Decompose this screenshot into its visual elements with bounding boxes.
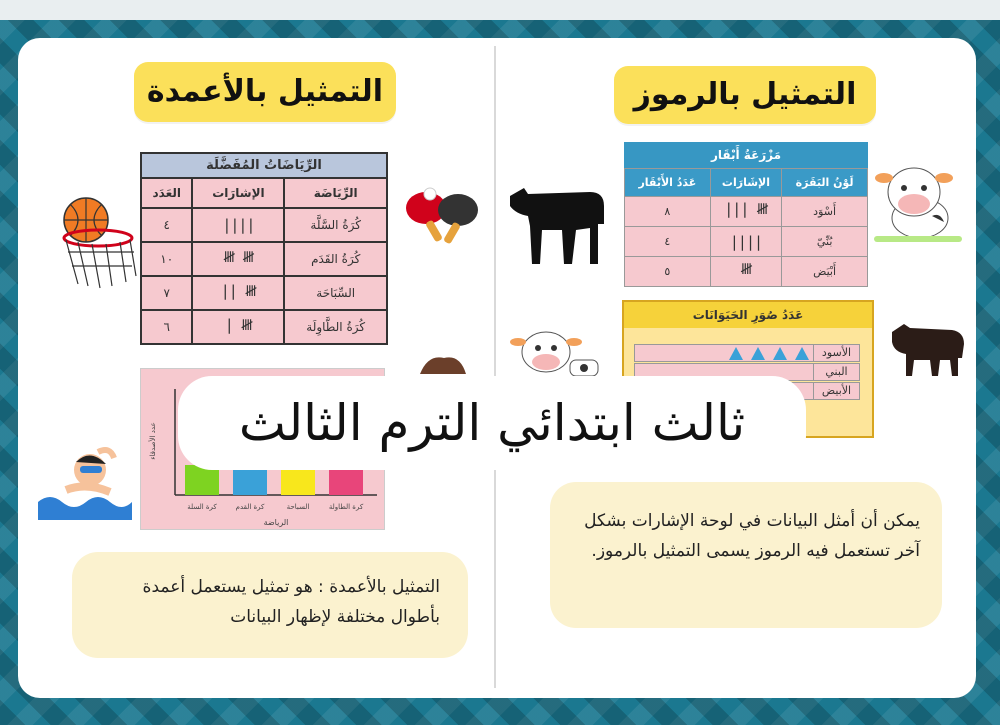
tally-cell: 𝍸: [710, 257, 782, 287]
sport-cell: كُرَةُ السَّلَّة: [284, 208, 387, 242]
bar-graph-definition-note: التمثيل بالأعمدة : هو تمثيل يستعمل أعمدة بأطوال مختلفة لإظهار البيانات: [72, 552, 468, 658]
sports-tally-table: [140, 152, 388, 345]
x-axis-label: الرياضة: [263, 518, 289, 527]
col-header: عَدَدُ الأَبْقَار: [625, 169, 711, 197]
bar-graph-title: التمثيل بالأعمدة: [134, 62, 396, 122]
color-cell: بُنِّيّ: [782, 227, 868, 257]
grade-term-banner: ثالث ابتدائي الترم الثالث: [178, 376, 806, 470]
tally-cell: 𝍸 |: [192, 310, 284, 344]
count-cell: ٧: [141, 276, 192, 310]
x-tick-label: كرة القدم: [235, 503, 265, 511]
table-row: [141, 208, 387, 242]
count-cell: ٥: [625, 257, 711, 287]
color-cell: أَسْوَد: [782, 197, 868, 227]
black-cow-icon: [506, 180, 610, 266]
pictograph-row-label: الأسود: [813, 345, 859, 361]
triangle-icon: [795, 347, 809, 360]
pictograph-definition-note: يمكن أن أمثل البيانات في لوحة الإشارات بشكل آخر تستعمل فيه الرموز يسمى التمثيل بالرموز.: [550, 482, 942, 628]
x-tick-label: كرة السلة: [187, 503, 217, 511]
pictograph-row-label: الأبيض: [813, 383, 859, 399]
cow-table-caption: مَزْرَعَةُ أَبْقَار: [624, 142, 868, 168]
cow-farm-table: [624, 142, 868, 287]
col-header: العَدَد: [141, 178, 192, 208]
sport-cell: كُرَةُ القَدَم: [284, 242, 387, 276]
basketball-hoop-icon: [48, 180, 144, 292]
triangle-icon: [729, 347, 743, 360]
brown-fur-icon: [418, 352, 468, 376]
dark-brown-cow-icon: [886, 318, 970, 380]
tally-cell: 𝍸 |||: [710, 197, 782, 227]
x-tick-label: السباحة: [286, 503, 310, 511]
pictograph-caption: عَدَدُ صُوَرِ الحَيَوَانَات: [624, 302, 872, 328]
tally-cell: ||||: [192, 208, 284, 242]
sport-cell: كُرَةُ الطَّاوِلَة: [284, 310, 387, 344]
swimmer-icon: [36, 444, 132, 520]
pictograph-title: التمثيل بالرموز: [614, 66, 876, 124]
col-header: الإشارَات: [192, 178, 284, 208]
col-header: الرِّيَاضَة: [284, 178, 387, 208]
table-row: [625, 197, 868, 227]
triangle-icon: [751, 347, 765, 360]
tally-cell: ||||: [710, 227, 782, 257]
panel-divider: [494, 46, 496, 688]
sports-table-caption: الرِّيَاضَاتُ المُفَضَّلَة: [140, 152, 388, 177]
table-row: [141, 310, 387, 344]
cartoon-cow-icon: [870, 156, 966, 246]
table-row: [625, 227, 868, 257]
table-row: [141, 276, 387, 310]
top-strip: [0, 0, 1000, 20]
count-cell: ٨: [625, 197, 711, 227]
tally-cell: 𝍸 𝍸: [192, 242, 284, 276]
count-cell: ٤: [141, 208, 192, 242]
col-header: الإشَارَات: [710, 169, 782, 197]
count-cell: ٦: [141, 310, 192, 344]
ping-pong-paddles-icon: [400, 186, 484, 246]
y-axis-label: عدد الأصدقاء: [149, 422, 157, 460]
cow-head-icon: [510, 326, 600, 378]
sport-cell: السِّبَاحَة: [284, 276, 387, 310]
table-row: [141, 242, 387, 276]
color-cell: أَبْيَض: [782, 257, 868, 287]
count-cell: ١٠: [141, 242, 192, 276]
x-tick-label: كرة الطاولة: [328, 503, 364, 511]
pictograph-row: [634, 344, 860, 362]
col-header: لَوْنُ البَقَرَة: [782, 169, 868, 197]
triangle-icon: [773, 347, 787, 360]
table-row: [625, 257, 868, 287]
pictograph-row-label: البني: [813, 364, 859, 380]
count-cell: ٤: [625, 227, 711, 257]
tally-cell: 𝍸 ||: [192, 276, 284, 310]
